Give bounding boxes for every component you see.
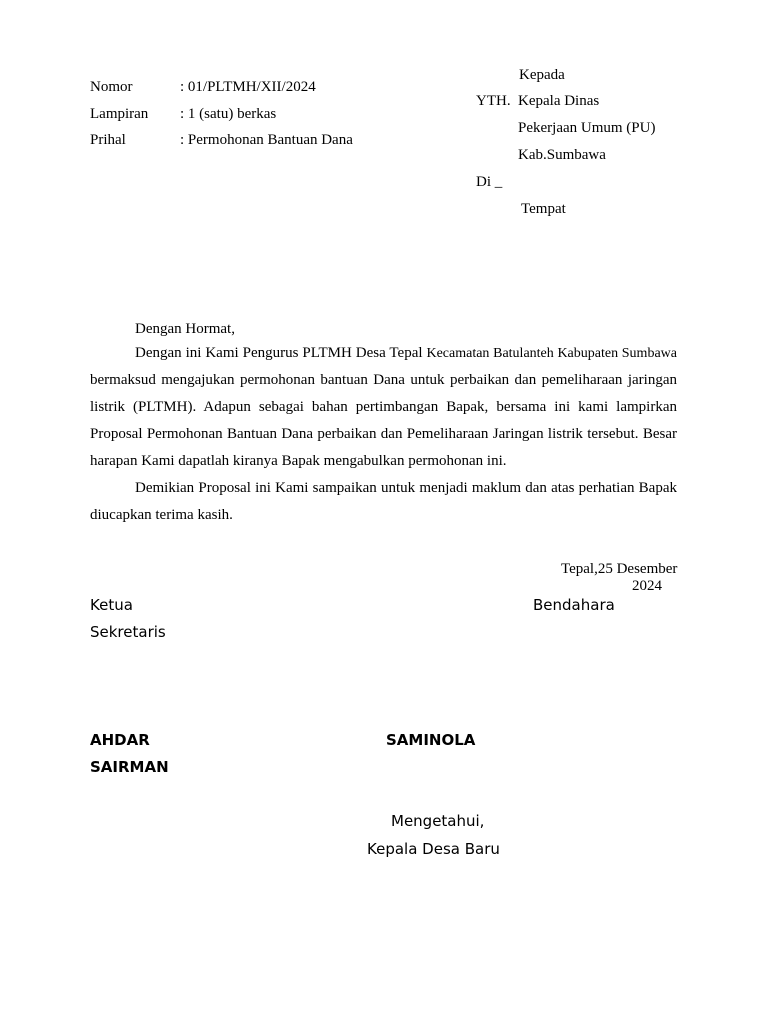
lampiran-value: : 1 (satu) berkas: [180, 106, 277, 122]
recipient-tempat: Tempat: [521, 201, 566, 217]
body-paragraph-1-location: Kecamatan Batulanteh Kabupaten Sumbawa: [426, 346, 677, 361]
sekretaris-title: Sekretaris: [90, 623, 166, 641]
lampiran-label: Lampiran: [90, 106, 149, 122]
recipient-line-2: Pekerjaan Umum (PU): [518, 120, 656, 136]
bendahara-name: SAMINOLA: [386, 731, 476, 749]
body-paragraph-1-part-3: bermaksud mengajukan permohonan bantuan Dana untuk perbaikan dan pemeliharaan jaringan listrik (PLTMH). Adapun sebagai bahan pertimbangan Bapak, bersama ini kami lampirkan Proposal Permohonan Bantuan Dana perbaikan dan Pemeliharaan Jaringan listrik tersebut. Besar harapan Kami dapatlah kiranya Bapak mengabulkan permohonan ini.: [90, 372, 677, 469]
place-date: Tepal,25 Desember: [561, 561, 678, 577]
kepala-desa-title: Kepala Desa Baru: [367, 840, 500, 858]
ketua-name: AHDAR: [90, 731, 150, 749]
greeting: Dengan Hormat,: [135, 321, 235, 337]
recipient-line-3: Kab.Sumbawa: [518, 147, 606, 163]
bendahara-title: Bendahara: [533, 596, 615, 614]
nomor-label: Nomor: [90, 79, 133, 95]
sekretaris-name: SAIRMAN: [90, 758, 169, 776]
recipient-line-1: Kepala Dinas: [518, 93, 600, 109]
prihal-value: : Permohonan Bantuan Dana: [180, 132, 353, 148]
recipient-kepada: Kepada: [519, 67, 565, 83]
date-year: 2024: [632, 578, 662, 594]
body-paragraph-2: Demikian Proposal ini Kami sampaikan untuk menjadi maklum dan atas perhatian Bapak diucapkan terima kasih.: [90, 480, 677, 523]
nomor-value: : 01/PLTMH/XII/2024: [180, 79, 316, 95]
body-paragraph-1-part-1: Dengan ini Kami Pengurus PLTMH Desa Tepal: [135, 345, 427, 361]
ketua-title: Ketua: [90, 596, 133, 614]
mengetahui-label: Mengetahui,: [391, 812, 485, 830]
body-paragraph-1: [90, 340, 677, 475]
recipient-yth: YTH.: [476, 93, 511, 109]
prihal-label: Prihal: [90, 132, 126, 148]
recipient-di: Di _: [476, 174, 503, 190]
